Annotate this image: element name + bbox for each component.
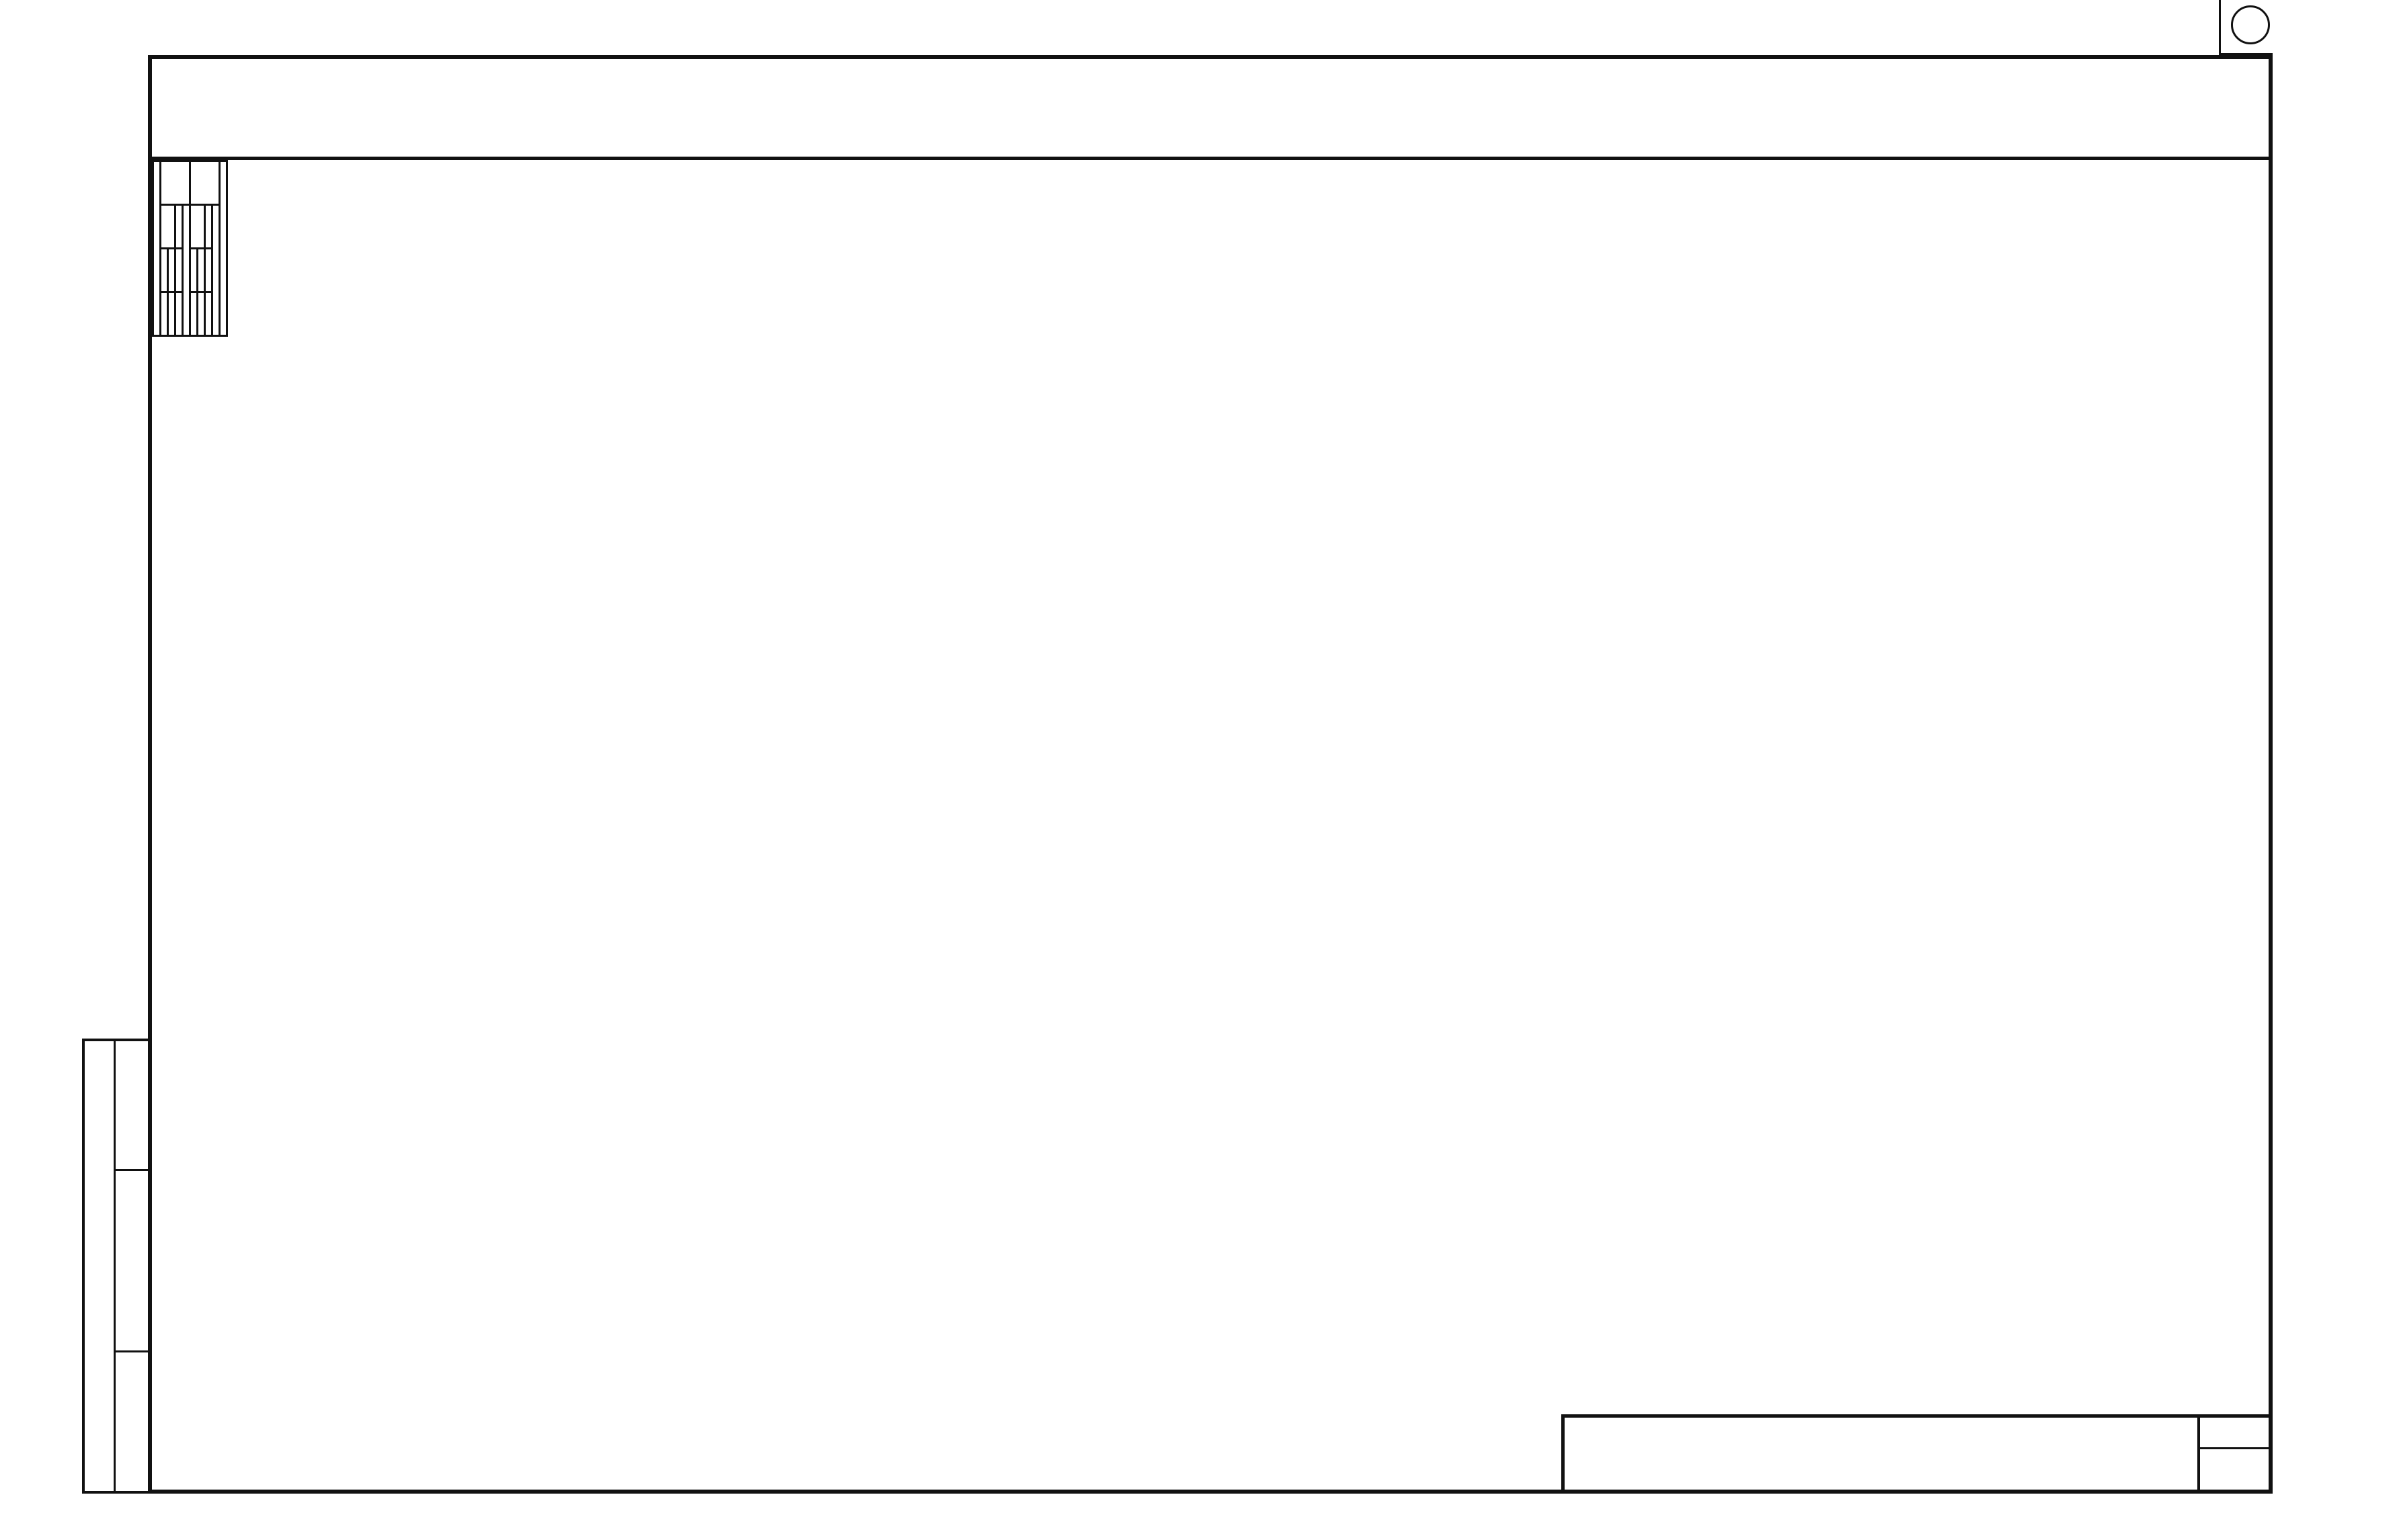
class-a1-left — [161, 249, 168, 292]
sheet-number-box — [2197, 1418, 2273, 1494]
class-a3-right — [198, 249, 205, 292]
corner-mark — [2231, 5, 2270, 44]
gost-a1-right — [190, 292, 198, 336]
rebar-class-left — [161, 205, 175, 249]
embedded-products-header — [190, 161, 220, 205]
page-title — [152, 59, 2269, 160]
gost-a3-right — [198, 292, 205, 336]
class-a3-left — [168, 249, 175, 292]
title-block — [1561, 1414, 2273, 1494]
rolled-grade-left — [175, 205, 183, 249]
approval-stamp — [82, 1039, 148, 1494]
total-right-header — [212, 205, 220, 336]
sheet-label — [2200, 1418, 2273, 1449]
rebar-products-header — [161, 161, 190, 205]
overall-header — [220, 161, 227, 336]
rolled-grade-right — [205, 205, 212, 249]
gost-rolled-left — [175, 292, 183, 336]
document-code — [1565, 1418, 2197, 1494]
steel-left — [175, 249, 183, 292]
rebar-class-right — [190, 205, 205, 249]
header-row-1 — [153, 161, 227, 205]
total-left-header — [183, 205, 190, 336]
gost-a3-left — [168, 292, 175, 336]
class-a1-right — [190, 249, 198, 292]
steel-consumption-table — [152, 160, 228, 337]
drawing-sheet — [148, 55, 2273, 1494]
header-row-2 — [153, 205, 227, 249]
gost-a1-left — [161, 292, 168, 336]
gost-rolled-right — [205, 292, 212, 336]
mark-header — [153, 161, 161, 336]
steel-right — [205, 249, 212, 292]
